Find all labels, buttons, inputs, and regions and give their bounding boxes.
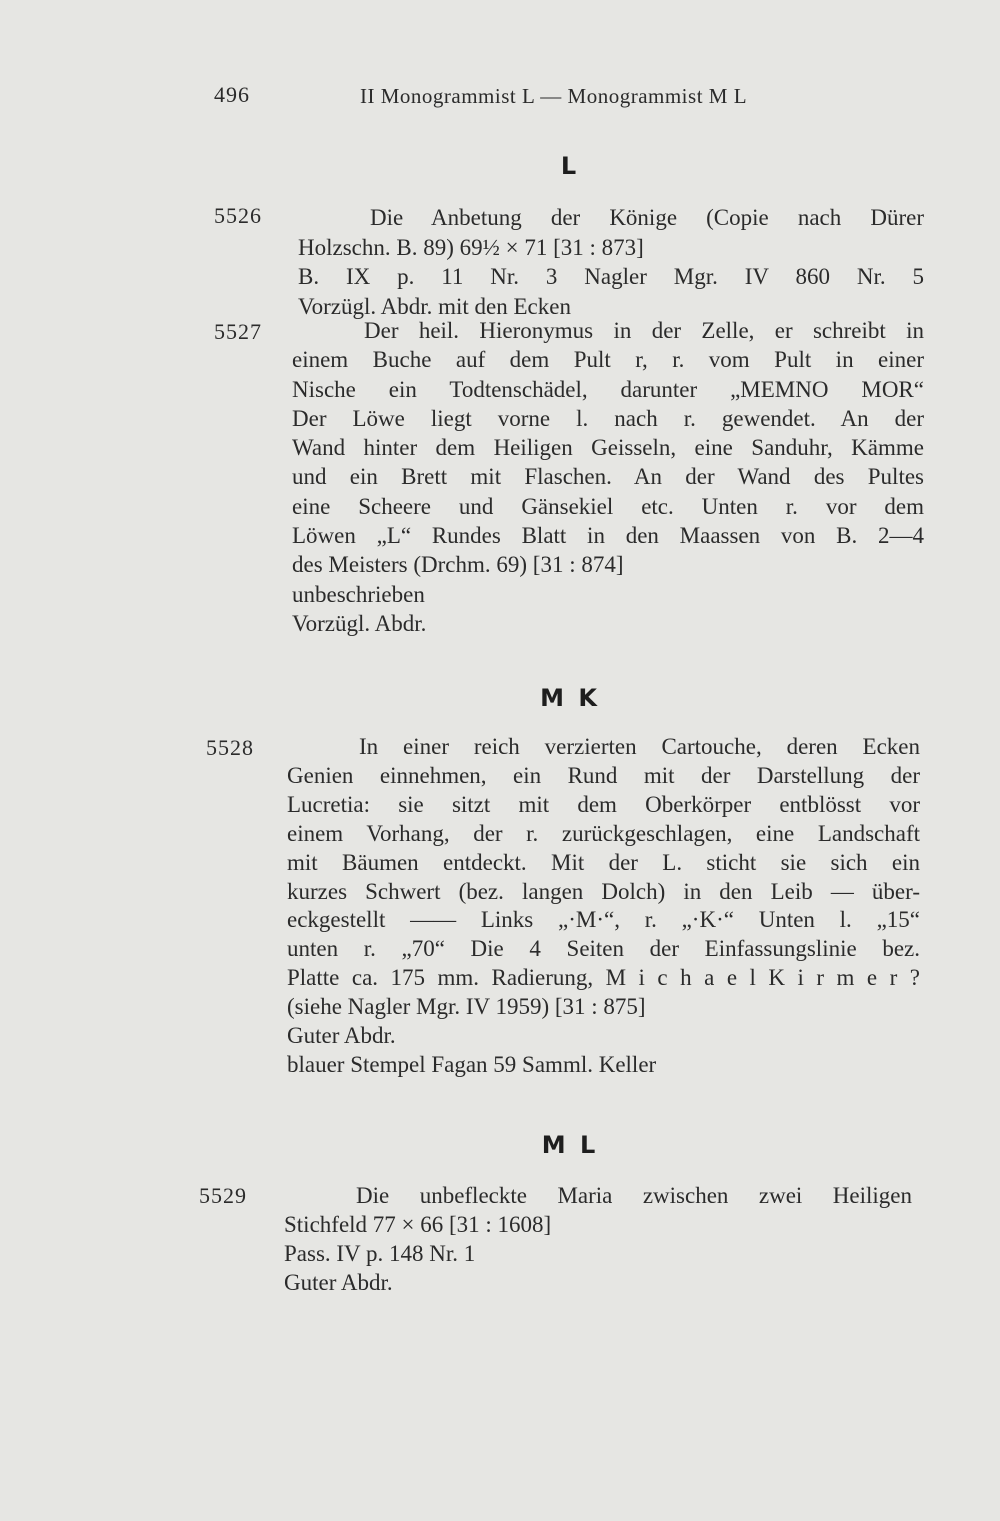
entry-line: einem Vorhang, der r. zurückgeschlagen, eine Landschaft (287, 820, 920, 846)
section-heading-mk: M K (540, 684, 600, 712)
entry-line: (siehe Nagler Mgr. IV 1959) [31 : 875] (287, 994, 646, 1020)
entry-number: 5527 (214, 319, 262, 344)
entry-line: Platte ca. 175 mm. Radierung, M i c h a e l K i r m e r ? (287, 965, 920, 991)
entry-line: Genien einnehmen, ein Rund mit der Darstellung der (287, 762, 920, 788)
entry-text (298, 203, 924, 321)
entry-line: Die unbefleckte Maria zwischen zwei Heiligen (356, 1183, 912, 1208)
entry-line: Guter Abdr. (287, 1023, 396, 1049)
section-heading-ml: M L (541, 1131, 599, 1159)
entry-line: Die Anbetung der Könige (Copie nach Dürer (370, 205, 924, 230)
entry-line: unbeschrieben (292, 581, 425, 607)
entry-number: 5526 (214, 203, 262, 228)
entry-line: Der Löwe liegt vorne l. nach r. gewendet. An der (292, 405, 924, 431)
entry-line: Pass. IV p. 148 Nr. 1 (284, 1241, 476, 1266)
entry-text (292, 316, 924, 638)
entry-line: unten r. „70“ Die 4 Seiten der Einfassungslinie bez. (287, 936, 920, 962)
entry-line: Vorzügl. Abdr. mit den Ecken (298, 293, 571, 319)
entry-line: des Meisters (Drchm. 69) [31 : 874] (292, 552, 624, 578)
entry-line: In einer reich verzierten Cartouche, deren Ecken (359, 734, 920, 759)
entry-line: eckgestellt —— Links „·M·“, r. „·K·“ Unten l. „15“ (287, 907, 920, 933)
entry-line: Stichfeld 77 × 66 [31 : 1608] (284, 1212, 552, 1237)
entry-line: Löwen „L“ Rundes Blatt in den Maassen von B. 2—4 (292, 523, 924, 549)
entry-line: Lucretia: sie sitzt mit dem Oberkörper entblösst vor (287, 791, 920, 817)
entry-line: Guter Abdr. (284, 1270, 393, 1295)
entry-number: 5528 (206, 735, 254, 760)
entry-line: Vorzügl. Abdr. (292, 610, 427, 636)
page-number: 496 (214, 82, 250, 107)
entry-line: einem Buche auf dem Pult r, r. vom Pult in einer (292, 347, 924, 373)
entry-line: mit Bäumen entdeckt. Mit der L. sticht sie sich ein (287, 849, 920, 875)
entry-line: und ein Brett mit Flaschen. An der Wand des Pultes (292, 464, 924, 490)
entry-text (287, 733, 920, 1080)
entry-text (284, 1181, 912, 1297)
entry-line: eine Scheere und Gänsekiel etc. Unten r. vor dem (292, 493, 924, 519)
entry-line: Der heil. Hieronymus in der Zelle, er schreibt in (364, 318, 924, 343)
entry-line: Nische ein Todtenschädel, darunter „MEMNO MOR“ (292, 376, 924, 402)
entry-line: blauer Stempel Fagan 59 Samml. Keller (287, 1051, 657, 1077)
entry-number: 5529 (199, 1183, 247, 1208)
section-heading-l: L (560, 152, 580, 180)
running-head: II Monogrammist L — Monogrammist M L (360, 84, 748, 108)
entry-line: kurzes Schwert (bez. langen Dolch) in den Leib — über- (287, 878, 920, 904)
entry-line: Wand hinter dem Heiligen Geisseln, eine Sanduhr, Kämme (292, 435, 924, 461)
entry-line: B. IX p. 11 Nr. 3 Nagler Mgr. IV 860 Nr. 5 (298, 264, 924, 289)
entry-line: Holzschn. B. 89) 69½ × 71 [31 : 873] (298, 234, 644, 260)
